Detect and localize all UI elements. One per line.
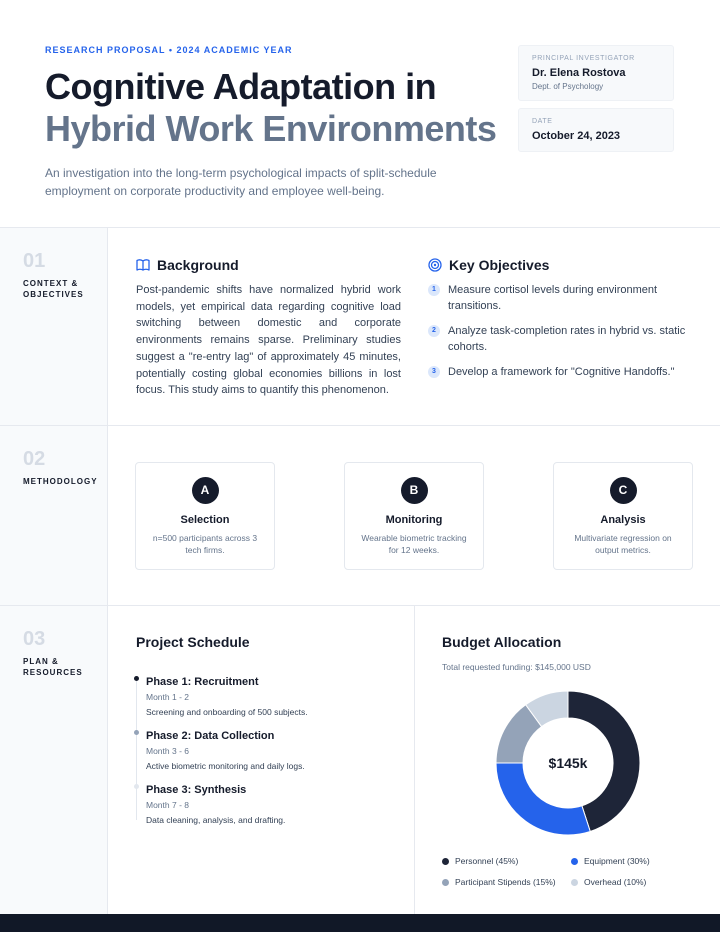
step-description: n=500 participants across 3 tech firms. bbox=[152, 533, 258, 555]
legend-item bbox=[571, 856, 650, 866]
objective-item bbox=[428, 364, 698, 380]
timeline-phase bbox=[136, 730, 396, 784]
legend-swatch bbox=[571, 858, 578, 865]
phase-title: Phase 3: Synthesis bbox=[146, 784, 247, 796]
section-sidebar bbox=[0, 606, 108, 914]
legend-item bbox=[442, 877, 556, 887]
section-context-objectives bbox=[0, 228, 720, 426]
target-icon bbox=[428, 258, 442, 272]
step-title: Selection bbox=[180, 514, 230, 526]
footer-bar bbox=[0, 914, 720, 932]
legend-label: Participant Stipends (15%) bbox=[455, 877, 556, 887]
investigator-name: Dr. Elena Rostova bbox=[532, 67, 626, 79]
investigator-dept: Dept. of Psychology bbox=[532, 82, 604, 91]
donut-center-label: $145k bbox=[548, 755, 588, 771]
step-description: Wearable biometric tracking for 12 weeks. bbox=[361, 533, 467, 555]
objective-number: 2 bbox=[428, 325, 440, 337]
phase-dot bbox=[134, 676, 139, 681]
investigator-label: PRINCIPAL INVESTIGATOR bbox=[532, 55, 635, 62]
objective-text: Analyze task-completion rates in hybrid vs. static cohorts. bbox=[448, 325, 686, 353]
legend-label: Personnel (45%) bbox=[455, 856, 519, 866]
phase-title: Phase 2: Data Collection bbox=[146, 730, 275, 742]
objective-text: Develop a framework for "Cognitive Handoffs." bbox=[448, 366, 675, 378]
phase-dot bbox=[134, 730, 139, 735]
legend-item bbox=[442, 856, 518, 866]
objectives-heading bbox=[428, 257, 549, 273]
date-value: October 24, 2023 bbox=[532, 130, 621, 142]
phase-months: Month 3 - 6 bbox=[146, 746, 189, 756]
date-card bbox=[518, 108, 674, 152]
step-description: Multivariate regression on output metrics. bbox=[574, 533, 672, 555]
section-number: 01 bbox=[23, 250, 46, 272]
step-title: Monitoring bbox=[385, 514, 443, 526]
section-label: METHODOLOGY bbox=[23, 477, 98, 486]
page-subtitle: An investigation into the long-term psychological impacts of split-schedule employment on corporate productivity and employee well-being. bbox=[45, 166, 437, 198]
method-step-card bbox=[553, 462, 693, 570]
objective-number: 1 bbox=[428, 284, 440, 296]
timeline-phase bbox=[136, 784, 396, 838]
budget-total: Total requested funding: $145,000 USD bbox=[442, 662, 591, 672]
objectives-title: Key Objectives bbox=[449, 257, 550, 273]
phase-months: Month 7 - 8 bbox=[146, 800, 189, 810]
section-label: PLAN & RESOURCES bbox=[23, 657, 83, 677]
objective-number: 3 bbox=[428, 366, 440, 378]
section-plan-resources bbox=[0, 606, 720, 914]
objectives-list bbox=[428, 282, 698, 389]
phase-description: Data cleaning, analysis, and drafting. bbox=[146, 815, 286, 825]
phase-description: Active biometric monitoring and daily logs. bbox=[146, 761, 305, 771]
section-label: CONTEXT & OBJECTIVES bbox=[23, 279, 84, 299]
schedule-timeline bbox=[136, 676, 396, 838]
background-title: Background bbox=[157, 257, 239, 273]
timeline-phase bbox=[136, 676, 396, 730]
phase-description: Screening and onboarding of 500 subjects. bbox=[146, 707, 308, 717]
budget-title: Budget Allocation bbox=[442, 634, 562, 650]
legend-swatch bbox=[571, 879, 578, 886]
background-heading bbox=[136, 257, 239, 273]
date-label: DATE bbox=[532, 118, 553, 125]
phase-title: Phase 1: Recruitment bbox=[146, 676, 259, 688]
section-methodology bbox=[0, 426, 720, 606]
objective-item bbox=[428, 282, 698, 314]
legend-item bbox=[571, 877, 646, 887]
method-step-card bbox=[135, 462, 275, 570]
phase-dot bbox=[134, 784, 139, 789]
section-number: 03 bbox=[23, 628, 46, 650]
method-step-card bbox=[344, 462, 484, 570]
objective-text: Measure cortisol levels during environment transitions. bbox=[448, 284, 658, 312]
open-book-icon bbox=[136, 259, 150, 271]
step-letter-badge: C bbox=[610, 477, 637, 504]
phase-months: Month 1 - 2 bbox=[146, 692, 189, 702]
step-letter-badge: A bbox=[192, 477, 219, 504]
legend-label: Equipment (30%) bbox=[584, 856, 650, 866]
proposal-header bbox=[0, 0, 720, 228]
background-text: Post-pandemic shifts have normalized hybrid work models, yet empirical data regarding cognitive load switching between domestic and corporate environments remains sparse. Preliminary studies suggest a "re-entry lag" of approximately 45 minutes, potentially costing global economies billions in lost focus. This study aims to quantify this phenomenon. bbox=[136, 284, 401, 397]
section-sidebar bbox=[0, 228, 108, 425]
objective-item bbox=[428, 323, 698, 355]
step-letter-badge: B bbox=[401, 477, 428, 504]
page-title-line1: Cognitive Adaptation in bbox=[45, 66, 437, 107]
section-sidebar bbox=[0, 426, 108, 605]
legend-label: Overhead (10%) bbox=[584, 877, 647, 887]
eyebrow-label: RESEARCH PROPOSAL • 2024 ACADEMIC YEAR bbox=[45, 45, 293, 55]
step-title: Analysis bbox=[600, 514, 646, 526]
investigator-card bbox=[518, 45, 674, 101]
column-divider bbox=[414, 606, 415, 914]
legend-swatch bbox=[442, 858, 449, 865]
schedule-title: Project Schedule bbox=[136, 634, 250, 650]
legend-swatch bbox=[442, 879, 449, 886]
donut-slice-equipment bbox=[496, 763, 590, 835]
page-title-line2: Hybrid Work Environments bbox=[45, 108, 497, 149]
section-number: 02 bbox=[23, 448, 46, 470]
